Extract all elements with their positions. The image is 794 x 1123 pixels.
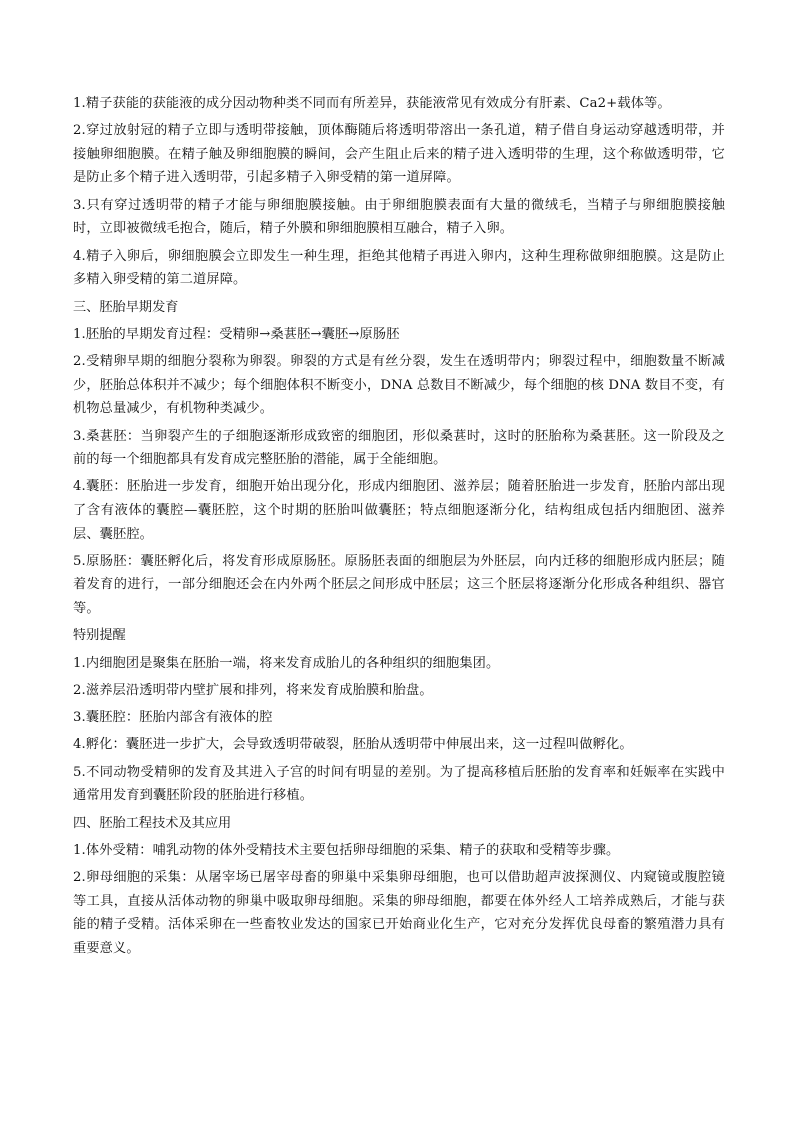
paragraph-inner-cell-mass: 1.内细胞团是聚集在胚胎一端，将来发育成胎儿的各种组织的细胞集团。	[73, 655, 500, 671]
paragraph-blastocoel: 3.囊胚腔：胚胎内部含有液体的腔	[73, 710, 273, 726]
section-heading-embryo-engineering: 四、胚胎工程技术及其应用	[73, 815, 232, 831]
paragraph-blastocyst: 4.囊胚：胚胎进一步发育，细胞开始出现分化，形成内细胞团、滋养层；随着胚胎进一步发育，胚胎内部出现了含有液体的囊腔—囊胚腔，这个时期的胚胎叫做囊胚；特点细胞逐渐分化，结构组成包括内细胞团、滋养层、囊胚腔。	[73, 479, 725, 542]
paragraph-gastrula: 5.原肠胚：囊胚孵化后，将发育形成原肠胚。原肠胚表面的细胞层为外胚层，向内迁移的细胞形成内胚层；随着发育的进行，一部分细胞还会在内外两个胚层之间形成中胚层；这三个胚层将逐渐分化形成各种组织、器官等。	[73, 553, 725, 617]
paragraph-oocyte-collection: 2.卵母细胞的采集：从屠宰场已屠宰母畜的卵巢中采集卵母细胞，也可以借助超声波探测仪、内窥镜或腹腔镜等工具，直接从活体动物的卵巢中吸取卵母细胞。采集的卵母细胞，都要在体外经人工培养成熟后，才能与获能的精子受精。活体采卵在一些畜牧业发达的国家已开始商业化生产，它对充分发挥优良母畜的繁殖潜力具有重要意义。	[73, 870, 725, 956]
paragraph-transfer-timing: 5.不同动物受精卵的发育及其进入子宫的时间有明显的差别。为了提高移植后胚胎的发育率和妊娠率在实践中通常用发育到囊胚阶段的胚胎进行移植。	[73, 764, 725, 804]
paragraph-capacitation-fluid: 1.精子获能的获能液的成分因动物种类不同而有所差异，获能液常见有效成分有肝素、Ca2+载体等。	[73, 96, 671, 111]
paragraph-cleavage: 2.受精卵早期的细胞分裂称为卵裂。卵裂的方式是有丝分裂，发生在透明带内；卵裂过程中，细胞数量不断减少，胚胎总体积并不减少；每个细胞体积不断变小，DNA 总数目不断减少，每个细胞的核 DNA 数目不变，有机物总量减少，有机物种类减少。	[73, 354, 725, 417]
section-heading-special-reminder: 特别提醒	[73, 628, 126, 644]
document-page	[73, 92, 725, 964]
paragraph-sperm-membrane-fusion: 3.只有穿过透明带的精子才能与卵细胞膜接触。由于卵细胞膜表面有大量的微绒毛，当精子与卵细胞膜接触时，立即被微绒毛抱合，随后，精子外膜和卵细胞膜相互融合，精子入卵。	[73, 197, 725, 237]
paragraph-development-sequence: 1.胚胎的早期发育过程：受精卵→桑葚胚→囊胚→原肠胚	[73, 326, 400, 342]
paragraph-hatching: 4.孵化：囊胚进一步扩大，会导致透明带破裂，胚胎从透明带中伸展出来，这一过程叫做孵化。	[73, 737, 633, 753]
paragraph-trophoblast: 2.滋养层沿透明带内壁扩展和排列，将来发育成胎膜和胎盘。	[73, 682, 433, 698]
paragraph-in-vitro-fertilization: 1.体外受精：哺乳动物的体外受精技术主要包括卵母细胞的采集、精子的获取和受精等步骤。	[73, 842, 620, 858]
section-heading-early-development: 三、胚胎早期发育	[73, 299, 179, 315]
paragraph-oocyte-membrane-block: 4.精子入卵后，卵细胞膜会立即发生一种生理，拒绝其他精子再进入卵内，这种生理称做卵细胞膜。这是防止多精入卵受精的第二道屏障。	[73, 248, 725, 288]
paragraph-morula: 3.桑葚胚：当卵裂产生的子细胞逐渐形成致密的细胞团，形似桑葚时，这时的胚胎称为桑葚胚。这一阶段及之前的每一个细胞都具有发育成完整胚胎的潜能，属于全能细胞。	[73, 428, 725, 468]
paragraph-zona-reaction: 2.穿过放射冠的精子立即与透明带接触，顶体酶随后将透明带溶出一条孔道，精子借自身运动穿越透明带，并接触卵细胞膜。在精子触及卵细胞膜的瞬间，会产生阻止后来的精子进入透明带的生理，这个称做透明带，它是防止多个精子进入透明带，引起多精子入卵受精的第一道屏障。	[73, 123, 725, 186]
